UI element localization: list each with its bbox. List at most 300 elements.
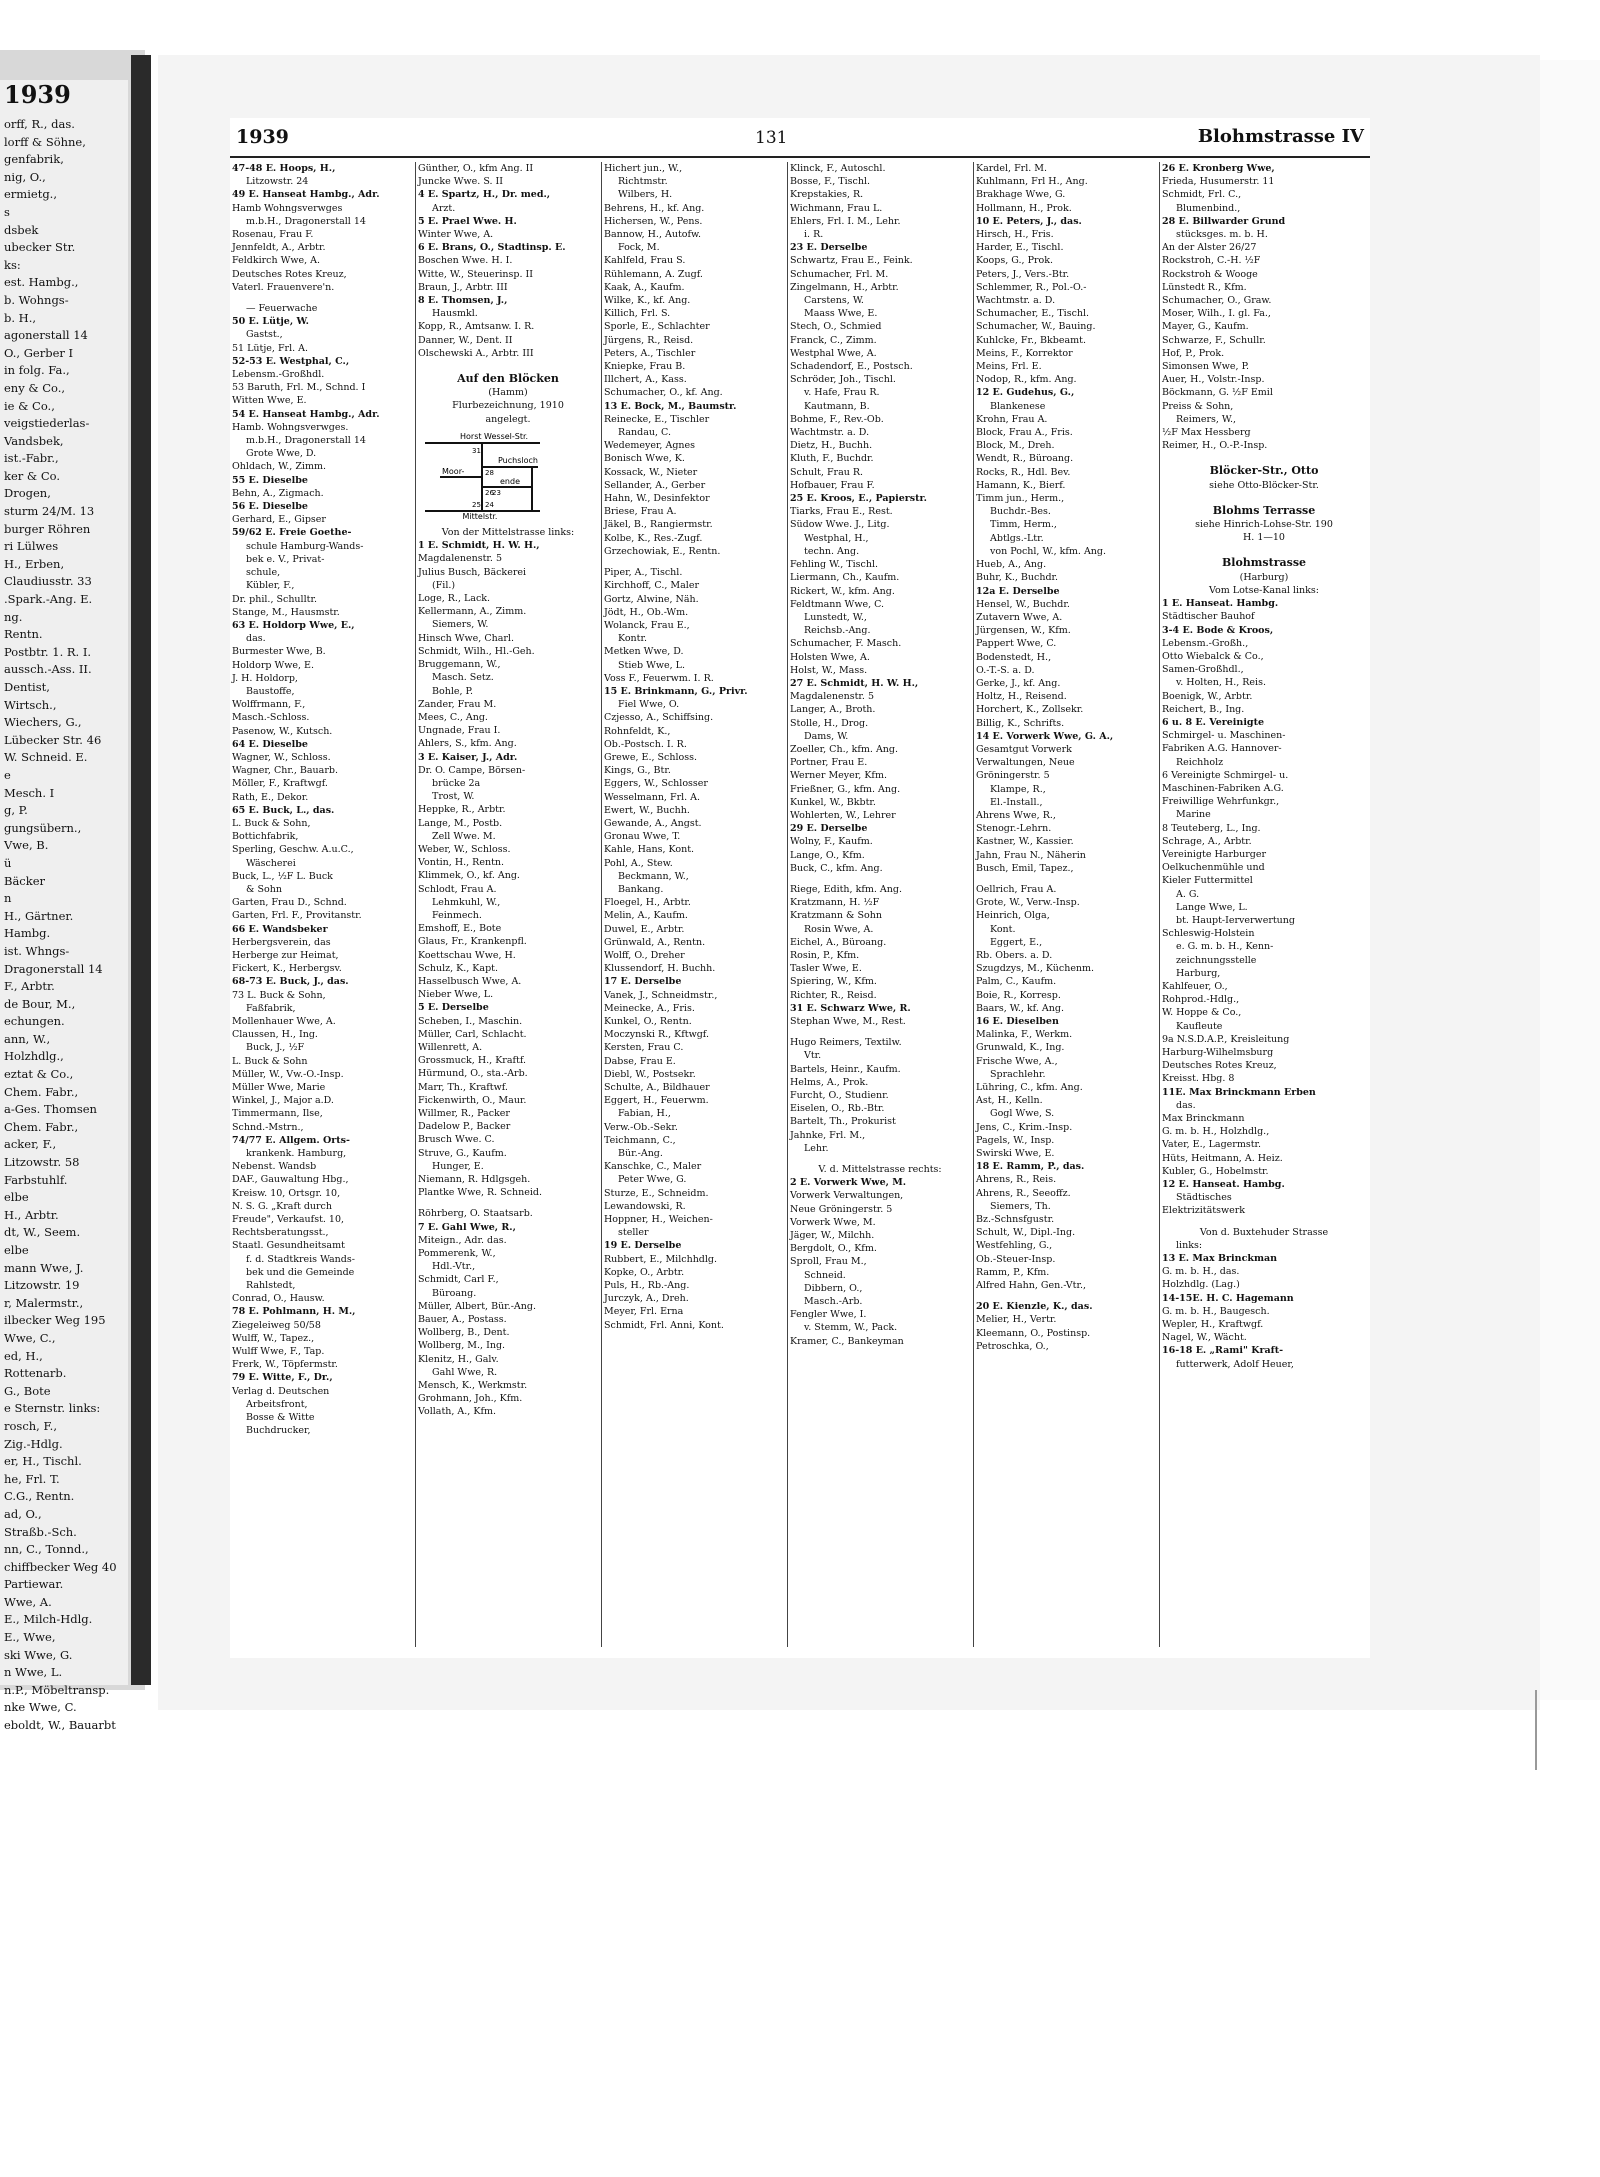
entry-line: Schumacher, O., kf. Ang. xyxy=(604,387,723,399)
entry-line: Deutsches Rotes Kreuz, xyxy=(232,268,347,280)
right-margin xyxy=(1540,60,1600,1700)
left-line: in folg. Fa., xyxy=(4,363,70,378)
entry-line: Lünstedt R., Kfm. xyxy=(1162,281,1247,293)
entry-line: & Sohn xyxy=(246,883,282,895)
column-2 xyxy=(418,162,598,1647)
left-line: Litzowstr. 58 xyxy=(4,1155,80,1170)
entry-line: 18 E. Ramm, P., das. xyxy=(976,1161,1085,1173)
entry-line: Melier, H., Vertr. xyxy=(976,1314,1057,1326)
entry-line: Rohnfeldt, K., xyxy=(604,725,671,737)
entry-line: Sporle, E., Schlachter xyxy=(604,321,710,333)
page-header xyxy=(230,118,1370,156)
left-line: C.G., Rentn. xyxy=(4,1489,75,1504)
entry-line: Fickert, K., Herbergsv. xyxy=(232,963,342,975)
entry-line: Nagel, W., Wächt. xyxy=(1162,1332,1247,1344)
entry-line: schule, xyxy=(246,567,281,579)
entry-line xyxy=(1162,544,1366,552)
entry-line: Magdalenenstr. 5 xyxy=(790,691,875,703)
entry-line: 8 E. Thomsen, J., xyxy=(418,295,508,307)
entry-line: Von d. Buxtehuder Strasse xyxy=(1199,1226,1329,1238)
entry-line: Kniepke, Frau B. xyxy=(604,361,686,373)
entry-line: Bonisch Wwe, K. xyxy=(604,453,685,465)
entry-line: 74/77 E. Allgem. Orts- xyxy=(232,1134,350,1146)
entry-line: Westphal, H., xyxy=(804,532,869,544)
left-line: Rentn. xyxy=(4,627,43,642)
entry-line: Röhrberg, O. Staatsarb. xyxy=(418,1208,533,1220)
entry-line: Zoeller, Ch., kfm. Ang. xyxy=(790,743,899,755)
left-line: ist. Whngs- xyxy=(4,943,70,958)
left-line: Rottenarb. xyxy=(4,1366,67,1381)
left-page-fragment xyxy=(0,80,128,1733)
entry-line: Kolbe, K., Res.-Zugf. xyxy=(604,532,703,544)
entry-line: Simonsen Wwe, P. xyxy=(1162,361,1250,373)
entry-line: Hichert jun., W., xyxy=(604,163,683,174)
entry-line: Piper, A., Tischl. xyxy=(604,567,683,579)
entry-line: Kreisst. Hbg. 8 xyxy=(1162,1073,1235,1085)
left-line: Wiechers, G., xyxy=(4,715,82,730)
left-line: n.P., Möbeltransp. xyxy=(4,1682,110,1697)
entry-line: 26 E. Kronberg Wwe, xyxy=(1162,163,1275,174)
entry-line: Stech, O., Schmied xyxy=(790,321,882,333)
entry-line: krankenk. Hamburg, xyxy=(246,1148,347,1160)
entry-line: Pommerenk, W., xyxy=(418,1248,496,1260)
entry-line: Grossmuck, H., Kraftf. xyxy=(418,1055,527,1067)
left-line: ubecker Str. xyxy=(4,240,76,255)
entry-line: Holst, W., Mass. xyxy=(790,664,868,676)
entry-line: Grünwald, A., Rentn. xyxy=(604,936,706,948)
left-line: ng. xyxy=(4,609,23,624)
entry-line: Meinecke, A., Fris. xyxy=(604,1002,695,1014)
page-content xyxy=(230,118,1370,1658)
entry-line: Melin, A., Kaufm. xyxy=(604,910,688,922)
entry-line: Kossack, W., Nieter xyxy=(604,466,698,478)
entry-line: Schmidt, Wilh., Hl.-Geh. xyxy=(418,645,535,657)
entry-line: Wagner, W., Schloss. xyxy=(232,751,331,763)
entry-line: Schmirgel- u. Maschinen- xyxy=(1162,730,1286,742)
entry-line: 59/62 E. Freie Goethe- xyxy=(232,527,352,539)
section-subtitle: siehe Otto-Blöcker-Str. xyxy=(1209,479,1319,491)
entry-line: Kreisw. 10, Ortsgr. 10, xyxy=(232,1187,341,1199)
left-line: W. Schneid. E. xyxy=(4,750,88,765)
entry-line: Schulte, A., Bildhauer xyxy=(604,1082,710,1094)
entry-line: (Fil.) xyxy=(432,579,456,591)
entry-line: 28 E. Billwarder Grund xyxy=(1162,215,1286,227)
entry-line: Reinecke, E., Tischler xyxy=(604,413,710,425)
entry-line: das. xyxy=(246,633,266,645)
entry-line: Müller Wwe, Marie xyxy=(232,1082,326,1094)
entry-line: Klimmek, O., kf. Ang. xyxy=(418,870,520,882)
entry-line: Sperling, Geschw. A.u.C., xyxy=(232,844,354,856)
entry-line: Ahrens, R., Seeoffz. xyxy=(976,1187,1071,1199)
entry-line: Dr. O. Campe, Börsen- xyxy=(418,764,526,776)
entry-line: Grunwald, K., Ing. xyxy=(976,1042,1065,1054)
entry-line: Eggert, E., xyxy=(990,936,1043,948)
entry-line: Kellermann, A., Zimm. xyxy=(418,606,527,618)
entry-line: 4 E. Spartz, H., Dr. med., xyxy=(418,189,551,201)
entry-line: Nodop, R., kfm. Ang. xyxy=(976,374,1077,386)
entry-line: e. G. m. b. H., Kenn- xyxy=(1176,941,1274,953)
entry-line: ½F Max Hessberg xyxy=(1162,427,1251,439)
entry-line xyxy=(232,294,412,302)
entry-line: Kopp, R., Amtsanw. I. R. xyxy=(418,321,535,333)
entry-line: Reichsb.-Ang. xyxy=(804,625,871,637)
entry-line: Eichel, A., Büroang. xyxy=(790,936,887,948)
entry-line: Schneid. xyxy=(804,1269,846,1281)
entry-line: Olschewski A., Arbtr. III xyxy=(418,347,534,359)
section-title: Auf den Blöcken xyxy=(457,372,559,386)
entry-line: 7 E. Gahl Wwe, R., xyxy=(418,1221,516,1233)
left-line: Dentist, xyxy=(4,680,50,694)
entry-line: G. m. b. H., Holzhdlg., xyxy=(1162,1126,1270,1138)
entry-line: Bannow, H., Autofw. xyxy=(604,229,702,241)
entry-line: Wilke, K., kf. Ang. xyxy=(604,295,691,307)
entry-line: Pagels, W., Insp. xyxy=(976,1134,1055,1146)
left-line: ilbecker Weg 195 xyxy=(4,1313,106,1328)
entry-line: Hahn, W., Desinfektor xyxy=(604,493,710,505)
entry-line: 73 L. Buck & Sohn, xyxy=(232,989,326,1001)
left-line: Hambg. xyxy=(4,926,51,941)
left-line: orff, R., das. xyxy=(4,117,75,131)
entry-line: bek und die Gemeinde xyxy=(246,1266,355,1278)
entry-line: Hamb Wohngsverwges xyxy=(232,202,343,214)
entry-line: Floegel, H., Arbtr. xyxy=(604,897,691,909)
entry-line: Elektrizitätswerk xyxy=(1162,1205,1246,1217)
left-line: acker, F., xyxy=(4,1137,57,1152)
entry-line: Jennfeldt, A., Arbtr. xyxy=(232,242,326,254)
entry-line: An der Alster 26/27 xyxy=(1162,242,1257,254)
entry-line: Peters, A., Tischler xyxy=(604,347,696,359)
entry-line: m.b.H., Dragonerstall 14 xyxy=(246,435,366,447)
left-line: Chem. Fabr., xyxy=(4,1119,79,1134)
entry-line: Stange, M., Hausmstr. xyxy=(232,606,340,618)
entry-line: 14-15E. H. C. Hagemann xyxy=(1162,1292,1294,1304)
entry-line: Frerk, W., Töpfermstr. xyxy=(232,1359,338,1371)
section-subtitle: (Hamm) xyxy=(488,387,528,399)
entry-line: Boenigk, W., Arbtr. xyxy=(1162,690,1253,702)
left-line: chiffbecker Weg 40 xyxy=(4,1559,117,1574)
entry-line: Eggert, H., Feuerwm. xyxy=(604,1095,709,1107)
entry-line: Faßfabrik, xyxy=(246,1002,296,1014)
entry-line: Liermann, Ch., Kaufm. xyxy=(790,572,900,584)
header-street: Blohmstrasse IV xyxy=(1197,126,1364,147)
entry-line: Behrens, H., kf. Ang. xyxy=(604,202,705,214)
entry-line: Buck, J., ½F xyxy=(246,1042,305,1054)
entry-line: 56 E. Dieselbe xyxy=(232,501,308,513)
entry-line: Gahl Wwe, R. xyxy=(432,1366,498,1378)
entry-line: Pasenow, W., Kutsch. xyxy=(232,725,333,737)
entry-line: Gewande, A., Angst. xyxy=(604,817,702,829)
entry-line: Arbeitsfront, xyxy=(246,1398,308,1410)
map-house-number: 24 xyxy=(485,500,494,509)
entry-line: Städtischer Bauhof xyxy=(1162,611,1255,623)
entry-line: m.b.H., Dragonerstall 14 xyxy=(246,215,366,227)
left-line: ed, H., xyxy=(4,1348,43,1363)
left-line: eboldt, W., Bauarbt xyxy=(4,1718,116,1733)
entry-line: Bodenstedt, H., xyxy=(976,651,1052,663)
entry-line: Deutsches Rotes Kreuz, xyxy=(1162,1060,1277,1072)
entry-line: Kopke, O., Arbtr. xyxy=(604,1266,685,1278)
left-line: Lübecker Str. 46 xyxy=(4,732,102,747)
entry-line: Wollberg, M., Ing. xyxy=(418,1340,506,1352)
left-line: s xyxy=(4,204,10,219)
left-line: F., Arbtr. xyxy=(4,979,55,994)
entry-line: Fabian, H., xyxy=(618,1108,671,1120)
entry-line: Mollenhauer Wwe, A. xyxy=(232,1016,336,1027)
entry-line: Emshoff, E., Bote xyxy=(418,923,502,935)
page-number: 131 xyxy=(755,128,788,148)
entry-line: Gronau Wwe, T. xyxy=(604,831,681,843)
entry-line: Conrad, O., Hausw. xyxy=(232,1293,325,1305)
left-line: g, P. xyxy=(4,803,28,818)
entry-line: Jäkel, B., Rangiermstr. xyxy=(604,519,713,531)
entry-line: Krohn, Frau A. xyxy=(976,413,1048,425)
entry-line: Jürgens, R., Reisd. xyxy=(604,334,694,346)
entry-line: Dietz, H., Buchh. xyxy=(790,440,873,452)
entry-line: Kings, G., Btr. xyxy=(604,765,671,777)
entry-line: Rocks, R., Hdl. Bev. xyxy=(976,466,1071,478)
left-line: mann Wwe, J. xyxy=(4,1260,84,1275)
left-line: r, Malermstr., xyxy=(4,1295,84,1310)
entry-line: Werner Meyer, Kfm. xyxy=(790,770,887,782)
entry-line: Glaus, Fr., Krankenpfl. xyxy=(418,936,527,948)
entry-line: Rockstroh & Wooge xyxy=(1162,268,1258,280)
entry-line: 12 E. Gudehus, G., xyxy=(976,387,1075,399)
entry-line: Litzowstr. 24 xyxy=(246,176,309,188)
entry-line: Gerke, J., kf. Ang. xyxy=(976,677,1061,689)
entry-line: Tasler Wwe, E. xyxy=(790,963,862,975)
entry-line: Weber, W., Schloss. xyxy=(418,843,511,855)
entry-line: 20 E. Kienzle, K., das. xyxy=(976,1301,1093,1313)
left-line: H., Arbtr. xyxy=(4,1207,59,1222)
entry-line: Westfehling, G., xyxy=(976,1240,1053,1252)
entry-line: Witten Wwe, E. xyxy=(232,395,307,407)
entry-line: Scheben, I., Maschin. xyxy=(418,1015,523,1027)
entry-line: Kahlfeld, Frau S. xyxy=(604,255,686,267)
left-line: dt, W., Seem. xyxy=(4,1225,81,1240)
entry-line: Ahrens Wwe, R., xyxy=(976,809,1056,821)
entry-line: Ungnade, Frau I. xyxy=(418,725,501,737)
column-3 xyxy=(604,162,784,1647)
entry-line: Reichert, B., Ing. xyxy=(1162,703,1245,715)
entry-line: 17 E. Derselbe xyxy=(604,976,682,988)
entry-line: Südow Wwe. J., Litg. xyxy=(790,519,890,531)
entry-line: 23 E. Derselbe xyxy=(790,242,868,254)
entry-line: Oelkuchenmühle und xyxy=(1162,862,1265,874)
entry-line: Moczynski R., Kftwgf. xyxy=(604,1029,710,1041)
entry-line: Malinka, F., Werkm. xyxy=(976,1029,1073,1041)
entry-line: Ahrens, R., Reis. xyxy=(976,1174,1057,1186)
entry-line: Reimer, H., O.-P.-Insp. xyxy=(1162,440,1268,452)
left-line: e xyxy=(4,767,11,782)
entry-line: Kübler, F., xyxy=(246,580,295,592)
entry-line: Julius Busch, Bäckerei xyxy=(418,566,527,578)
entry-line: Kaak, A., Kaufm. xyxy=(604,281,685,293)
entry-line: Holtz, H., Reisend. xyxy=(976,691,1067,703)
entry-line: 52-53 E. Westphal, C., xyxy=(232,355,350,367)
left-line: Drogen, xyxy=(4,486,51,501)
entry-line: Klampe, R., xyxy=(990,783,1046,795)
entry-line: Auer, H., Volstr.-Insp. xyxy=(1162,374,1265,386)
entry-line: 19 E. Derselbe xyxy=(604,1240,682,1252)
left-line: er, H., Tischl. xyxy=(4,1454,82,1469)
entry-line: 29 E. Derselbe xyxy=(790,823,868,835)
entry-line: Vereinigte Harburger xyxy=(1162,848,1266,860)
entry-line: Bottichfabrik, xyxy=(232,831,299,843)
entry-line: Jödt, H., Ob.-Wm. xyxy=(604,606,689,618)
entry-line: Fengler Wwe, I. xyxy=(790,1309,867,1321)
entry-line: 13 E. Bock, M., Baumstr. xyxy=(604,400,737,412)
map-house-number: 26 xyxy=(485,488,494,497)
map-house-number: 23 xyxy=(492,488,501,497)
entry-line: Jahnke, Frl. M., xyxy=(790,1129,866,1141)
entry-line: Juncke Wwe. S. II xyxy=(418,176,504,188)
entry-line: A. G. xyxy=(1176,888,1200,900)
entry-line: Grohmann, Joh., Kfm. xyxy=(418,1393,523,1405)
entry-line: Maschinen-Fabriken A.G. xyxy=(1162,782,1284,794)
entry-line: Hueb, A., Ang. xyxy=(976,559,1047,571)
left-line: eztat & Co., xyxy=(4,1067,74,1082)
section-title: Blohmstrasse xyxy=(1221,556,1307,570)
entry-line: L. Buck & Sohn xyxy=(232,1055,308,1067)
entry-line: Kastner, W., Kassier. xyxy=(976,836,1074,848)
left-line: Partiewar. xyxy=(4,1577,64,1592)
entry-line: Fiel Wwe, O. xyxy=(618,699,680,711)
entry-line: Stenogr.-Lehrn. xyxy=(976,823,1052,835)
entry-line: Koops, G., Prok. xyxy=(976,255,1054,267)
entry-line: Wäscherei xyxy=(246,857,296,869)
column-1 xyxy=(232,162,412,1647)
entry-line: Wolanck, Frau E., xyxy=(604,619,690,631)
entry-line: Kuhlmann, Frl H., Ang. xyxy=(976,176,1088,188)
left-line: elbe xyxy=(4,1190,29,1205)
entry-line: 1 E. Schmidt, H. W. H., xyxy=(418,540,540,552)
entry-line: Kramer, C., Bankeyman xyxy=(790,1335,904,1347)
entry-line: Dabse, Frau E. xyxy=(604,1055,676,1067)
entry-line: Bohme, F., Rev.-Ob. xyxy=(790,413,884,425)
entry-line: W. Hoppe & Co., xyxy=(1162,1007,1242,1019)
entry-line: Palm, C., Kaufm. xyxy=(976,976,1057,988)
entry-line xyxy=(1162,1218,1366,1226)
entry-line: Baars, W., kf. Ang. xyxy=(976,1002,1064,1014)
entry-line: Stieb Wwe, L. xyxy=(618,659,685,671)
left-line: ski Wwe, G. xyxy=(4,1647,73,1662)
entry-line: Zutavern Wwe, A. xyxy=(976,611,1063,623)
entry-line: Krepstakies, R. xyxy=(790,189,864,201)
entry-line: Rosenau, Frau F. xyxy=(232,229,314,241)
entry-line: Schrage, A., Arbtr. xyxy=(1162,835,1252,847)
entry-line: N. S. G. „Kraft durch xyxy=(232,1200,333,1212)
entry-line: Wedemeyer, Agnes xyxy=(604,440,696,452)
map-label-ende: ende xyxy=(500,476,520,486)
entry-line: Schult, Frau R. xyxy=(790,466,864,478)
entry-line: Sturze, E., Schneidm. xyxy=(604,1187,709,1199)
entry-line: Czjesso, A., Schiffsing. xyxy=(604,712,714,724)
section-title: Blöcker-Str., Otto xyxy=(1209,464,1319,478)
left-line: Chem. Fabr., xyxy=(4,1084,79,1099)
left-line: ist.-Fabr., xyxy=(4,451,59,466)
entry-line: Carstens, W. xyxy=(804,295,864,307)
entry-line: Richtmstr. xyxy=(618,176,668,188)
left-line: nn, C., Tonnd., xyxy=(4,1542,89,1557)
entry-line: Beckmann, W., xyxy=(618,870,689,882)
entry-line: Hdl.-Vtr., xyxy=(432,1261,476,1273)
entry-line: Bergdolt, O., Kfm. xyxy=(790,1243,877,1255)
left-line: H., Gärtner. xyxy=(4,908,74,923)
entry-line xyxy=(604,558,784,566)
entry-line: Wagner, Chr., Bauarb. xyxy=(232,765,338,777)
entry-line: Schwartz, Frau E., Feink. xyxy=(790,255,913,267)
entry-line: Zingelmann, H., Arbtr. xyxy=(790,281,899,293)
entry-line: Franck, C., Zimm. xyxy=(790,334,877,346)
entry-line: v. Stemm, W., Pack. xyxy=(804,1322,898,1334)
entry-line: Kratzmann, H. ½F xyxy=(790,897,880,909)
left-line: Straßb.-Sch. xyxy=(4,1524,77,1539)
entry-line: von Pochl, W., kfm. Ang. xyxy=(990,545,1107,557)
entry-line: Arzt. xyxy=(432,202,456,214)
entry-line: brücke 2a xyxy=(432,777,481,789)
left-line: Wwe, C., xyxy=(4,1330,56,1345)
entry-line: Jürgensen, W., Kfm. xyxy=(976,625,1071,637)
entry-line: Schmidt, Frl. Anni, Kont. xyxy=(604,1319,724,1331)
entry-line: Briese, Frau A. xyxy=(604,506,677,518)
map-house-number: 31 xyxy=(472,446,481,455)
entry-line: Burmester Wwe, B. xyxy=(232,646,326,658)
entry-line: Wendt, R., Büroang. xyxy=(976,453,1074,465)
column-5 xyxy=(976,162,1156,1647)
left-line: e Sternstr. links: xyxy=(4,1401,101,1416)
entry-line: Danner, W., Dent. II xyxy=(418,334,513,346)
entry-line: Zell Wwe. M. xyxy=(432,830,496,842)
entry-line: Blankenese xyxy=(990,400,1046,412)
entry-line: Kersten, Frau C. xyxy=(604,1042,684,1054)
column-divider xyxy=(787,162,788,1647)
entry-line xyxy=(418,360,598,368)
left-line: gungsübern., xyxy=(4,820,82,835)
entry-line: Reichholz xyxy=(1176,756,1224,768)
entry-line: Voss F., Feuerwm. I. R. xyxy=(604,672,714,684)
entry-line: Neue Gröningerstr. 5 xyxy=(790,1203,893,1215)
entry-line: bt. Haupt-Ierverwertung xyxy=(1176,914,1295,926)
entry-line: V. d. Mittelstrasse rechts: xyxy=(818,1164,942,1176)
left-line: Farbstuhlf. xyxy=(4,1172,68,1187)
entry-line: Timm, Herm., xyxy=(990,519,1057,531)
map-house-number: 25 xyxy=(472,500,481,509)
entry-line: Maass Wwe, E. xyxy=(804,308,878,320)
entry-line: steller xyxy=(618,1227,649,1239)
entry-line: Max Brinckmann xyxy=(1162,1113,1245,1125)
entry-line: Holdorp Wwe, E. xyxy=(232,659,314,671)
section-title: Blohms Terrasse xyxy=(1212,503,1316,517)
left-line: Vwe, B. xyxy=(4,838,49,853)
entry-line: Bartels, Heinr., Kaufm. xyxy=(790,1063,901,1075)
entry-line: Büroang. xyxy=(432,1287,477,1299)
entry-line: 13 E. Max Brinckman xyxy=(1162,1253,1278,1265)
entry-line: Rath, E., Dekor. xyxy=(232,791,309,803)
map-label-moor: Moor- xyxy=(442,466,465,476)
entry-line: Mees, C., Ang. xyxy=(418,711,488,723)
entry-line: Kanschke, C., Maler xyxy=(604,1161,702,1173)
entry-line xyxy=(790,1155,970,1163)
entry-line: techn. Ang. xyxy=(804,545,860,557)
entry-line: Hof, P., Prok. xyxy=(1162,347,1225,359)
entry-line: Rosin Wwe, A. xyxy=(804,923,874,935)
entry-line: Fabriken A.G. Hannover- xyxy=(1162,743,1282,755)
entry-line: Brusch Wwe. C. xyxy=(418,1134,495,1146)
entry-line: 53 Baruth, Frl. M., Schnd. I xyxy=(232,382,366,394)
entry-line: Otto Wiebalck & Co., xyxy=(1162,650,1264,662)
entry-line: Lange, M., Postb. xyxy=(418,817,503,829)
entry-line: Hichersen, W., Pens. xyxy=(604,215,703,227)
